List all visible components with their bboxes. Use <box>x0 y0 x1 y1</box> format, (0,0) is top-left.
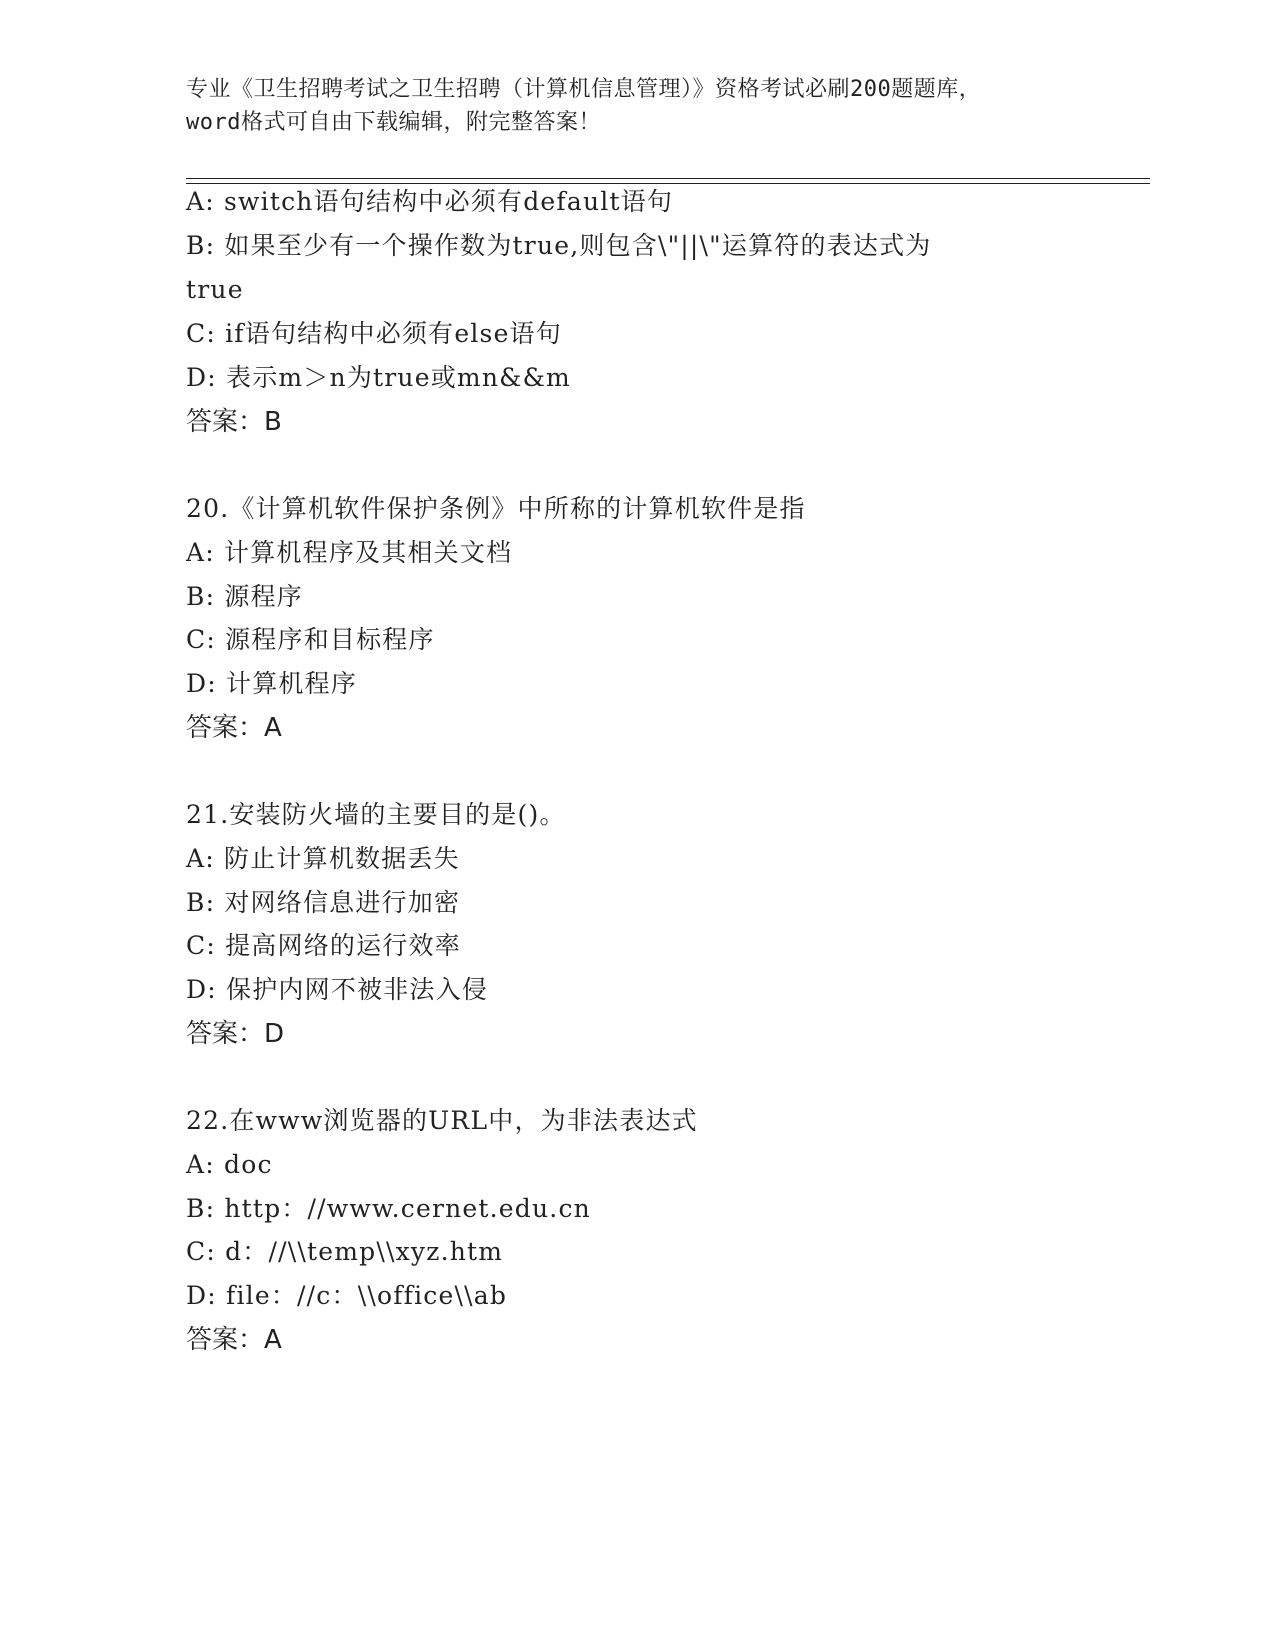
header-divider-top <box>186 178 1150 179</box>
header-divider-bottom <box>186 183 1150 184</box>
question-22-stem: 22.在www浏览器的URL中，为非法表达式 <box>186 1106 698 1135</box>
question-20-option-b: B: 源程序 <box>186 582 303 611</box>
question-21-option-d: D: 保护内网不被非法入侵 <box>186 975 489 1004</box>
question-21-option-c: C: 提高网络的运行效率 <box>186 931 461 960</box>
header-line-1: 专业《卫生招聘考试之卫生招聘（计算机信息管理）》资格考试必刷200题题库， <box>186 77 982 102</box>
question-22-option-c: C: d：//\\temp\\xyz.htm <box>186 1237 504 1266</box>
question-21-stem: 21.安装防火墙的主要目的是()。 <box>186 800 566 829</box>
question-20-option-d: D: 计算机程序 <box>186 669 358 698</box>
question-22-answer: 答案：A <box>186 1325 282 1355</box>
question-20-option-a: A: 计算机程序及其相关文档 <box>186 538 513 567</box>
header-line-2: word格式可自由下载编辑，附完整答案！ <box>186 110 601 135</box>
document-header <box>186 73 1106 139</box>
question-20-stem: 20.《计算机软件保护条例》中所称的计算机软件是指 <box>186 494 806 523</box>
question-20-answer: 答案：A <box>186 713 282 743</box>
prev-option-d: D: 表示m＞n为true或mn&&m <box>186 363 571 392</box>
prev-option-a: A: switch语句结构中必须有default语句 <box>186 187 674 216</box>
question-21-answer: 答案：D <box>186 1019 285 1049</box>
question-22-option-b: B: http：//www.cernet.edu.cn <box>186 1194 591 1223</box>
question-21-option-a: A: 防止计算机数据丢失 <box>186 844 460 873</box>
question-21-option-b: B: 对网络信息进行加密 <box>186 888 461 917</box>
prev-option-b-continued: true <box>186 275 244 304</box>
question-22-option-a: A: doc <box>186 1150 273 1179</box>
question-20-option-c: C: 源程序和目标程序 <box>186 625 435 654</box>
prev-answer: 答案：B <box>186 407 282 437</box>
question-22-option-d: D: file：//c：\\office\\ab <box>186 1281 508 1310</box>
prev-option-b: B: 如果至少有一个操作数为true,则包含\"||\"运算符的表达式为 <box>186 231 932 260</box>
prev-option-c: C: if语句结构中必须有else语句 <box>186 319 562 348</box>
